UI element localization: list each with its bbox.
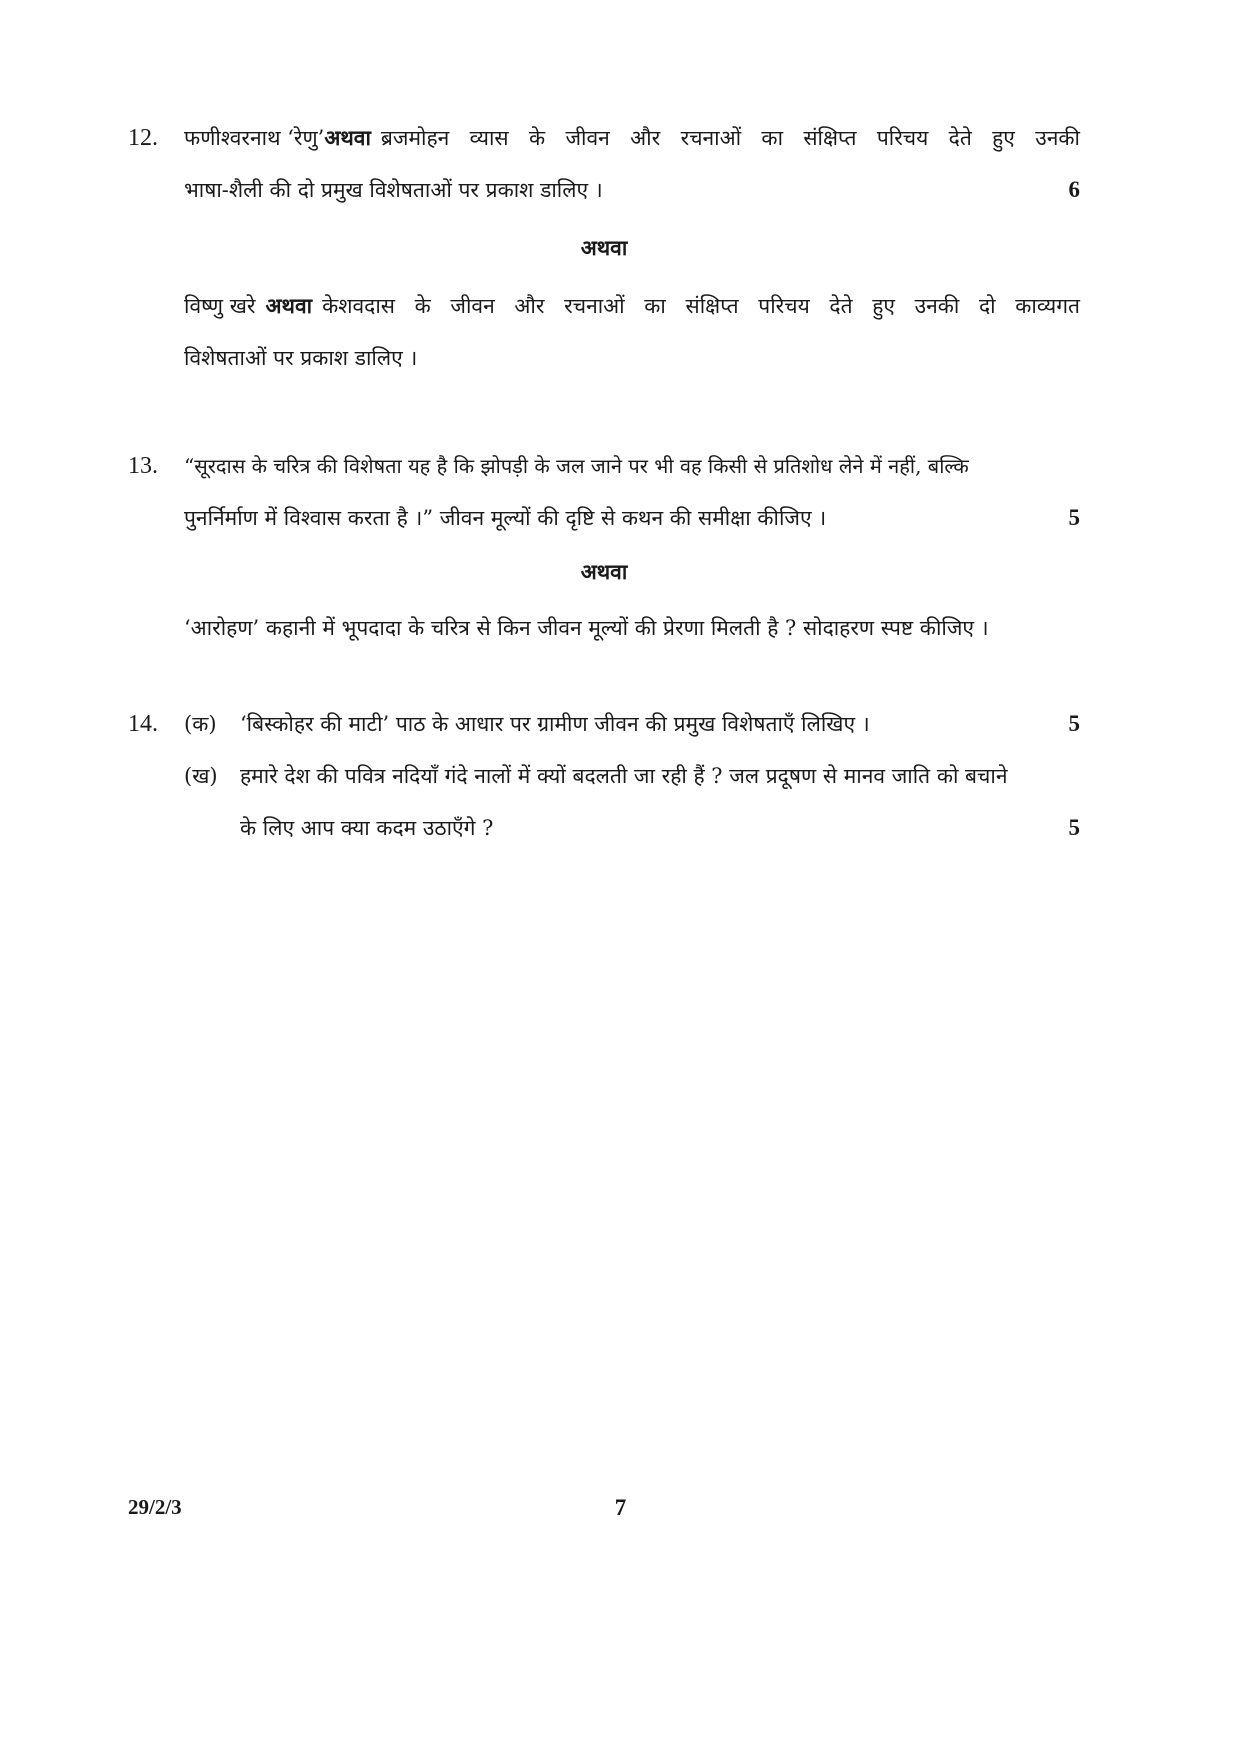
q14-b-line-2: के लिए आप क्या कदम उठाएँगे ? 5 bbox=[128, 802, 1080, 854]
marks: 5 bbox=[1068, 505, 1080, 530]
q12-line-1 bbox=[128, 112, 1080, 164]
q14-a: 14. (क) ‘बिस्कोहर की माटी’ पाठ के आधार पर ग्रामीण जीवन की प्रमुख विशेषताएँ लिखिए । 5 bbox=[128, 698, 1080, 750]
page-number: 7 bbox=[614, 1495, 627, 1520]
marks: 5 bbox=[1068, 815, 1080, 840]
q12-text-pre: फणीश्वरनाथ ‘रेणु’ bbox=[184, 126, 325, 150]
marks: 5 bbox=[1068, 711, 1080, 736]
q12-line-2: भाषा-शैली की दो प्रमुख विशेषताओं पर प्रकाश डालिए । 6 bbox=[128, 164, 1080, 216]
q12-alt-line-2: विशेषताओं पर प्रकाश डालिए । bbox=[184, 346, 418, 370]
sub-question-label: (ख) bbox=[184, 764, 218, 788]
question-12 bbox=[128, 112, 1080, 384]
q13-line-1: 13. “सूरदास के चरित्र की विशेषता यह है कि झोपड़ी के जल जाने पर भी वह किसी से प्रतिशोध लेने में नहीं, बल्कि bbox=[128, 440, 1080, 492]
sub-question-label: (क) bbox=[184, 712, 217, 736]
marks: 6 bbox=[1068, 177, 1080, 202]
or-separator: अथवा bbox=[580, 559, 628, 584]
paper-code: 29/2/3 bbox=[128, 1495, 182, 1519]
question-14 bbox=[128, 698, 1080, 854]
question-number: 14. bbox=[128, 711, 158, 737]
q12-text-post: ब्रजमोहन व्यास के जीवन और रचनाओं का संक्षिप्त परिचय देते हुए उनकी bbox=[380, 126, 1080, 150]
q13-line-2: पुनर्निर्माण में विश्वास करता है ।” जीवन मूल्यों की दृष्टि से कथन की समीक्षा कीजिए । 5 bbox=[128, 492, 1080, 544]
q12-text-or: अथवा bbox=[324, 125, 371, 150]
q14-b-line-1: (ख) हमारे देश की पवित्र नदियाँ गंदे नालों में क्यों बदलती जा रही हैं ? जल प्रदूषण से मानव जाति को बचाने bbox=[128, 750, 1080, 802]
question-number: 13. bbox=[128, 453, 158, 479]
question-13 bbox=[128, 440, 1080, 654]
or-separator: अथवा bbox=[580, 235, 628, 260]
q12-alt-line-1: विष्णु खरे अथवा केशवदास के जीवन और रचनाओं का संक्षिप्त परिचय देते हुए उनकी दो काव्यगत bbox=[184, 293, 1080, 318]
q13-alt-line-1: ‘आरोहण’ कहानी में भूपदादा के चरित्र से किन जीवन मूल्यों की प्रेरणा मिलती है ? सोदाहरण स्पष्ट कीजिए । bbox=[184, 616, 989, 640]
question-number: 12. bbox=[128, 125, 158, 151]
